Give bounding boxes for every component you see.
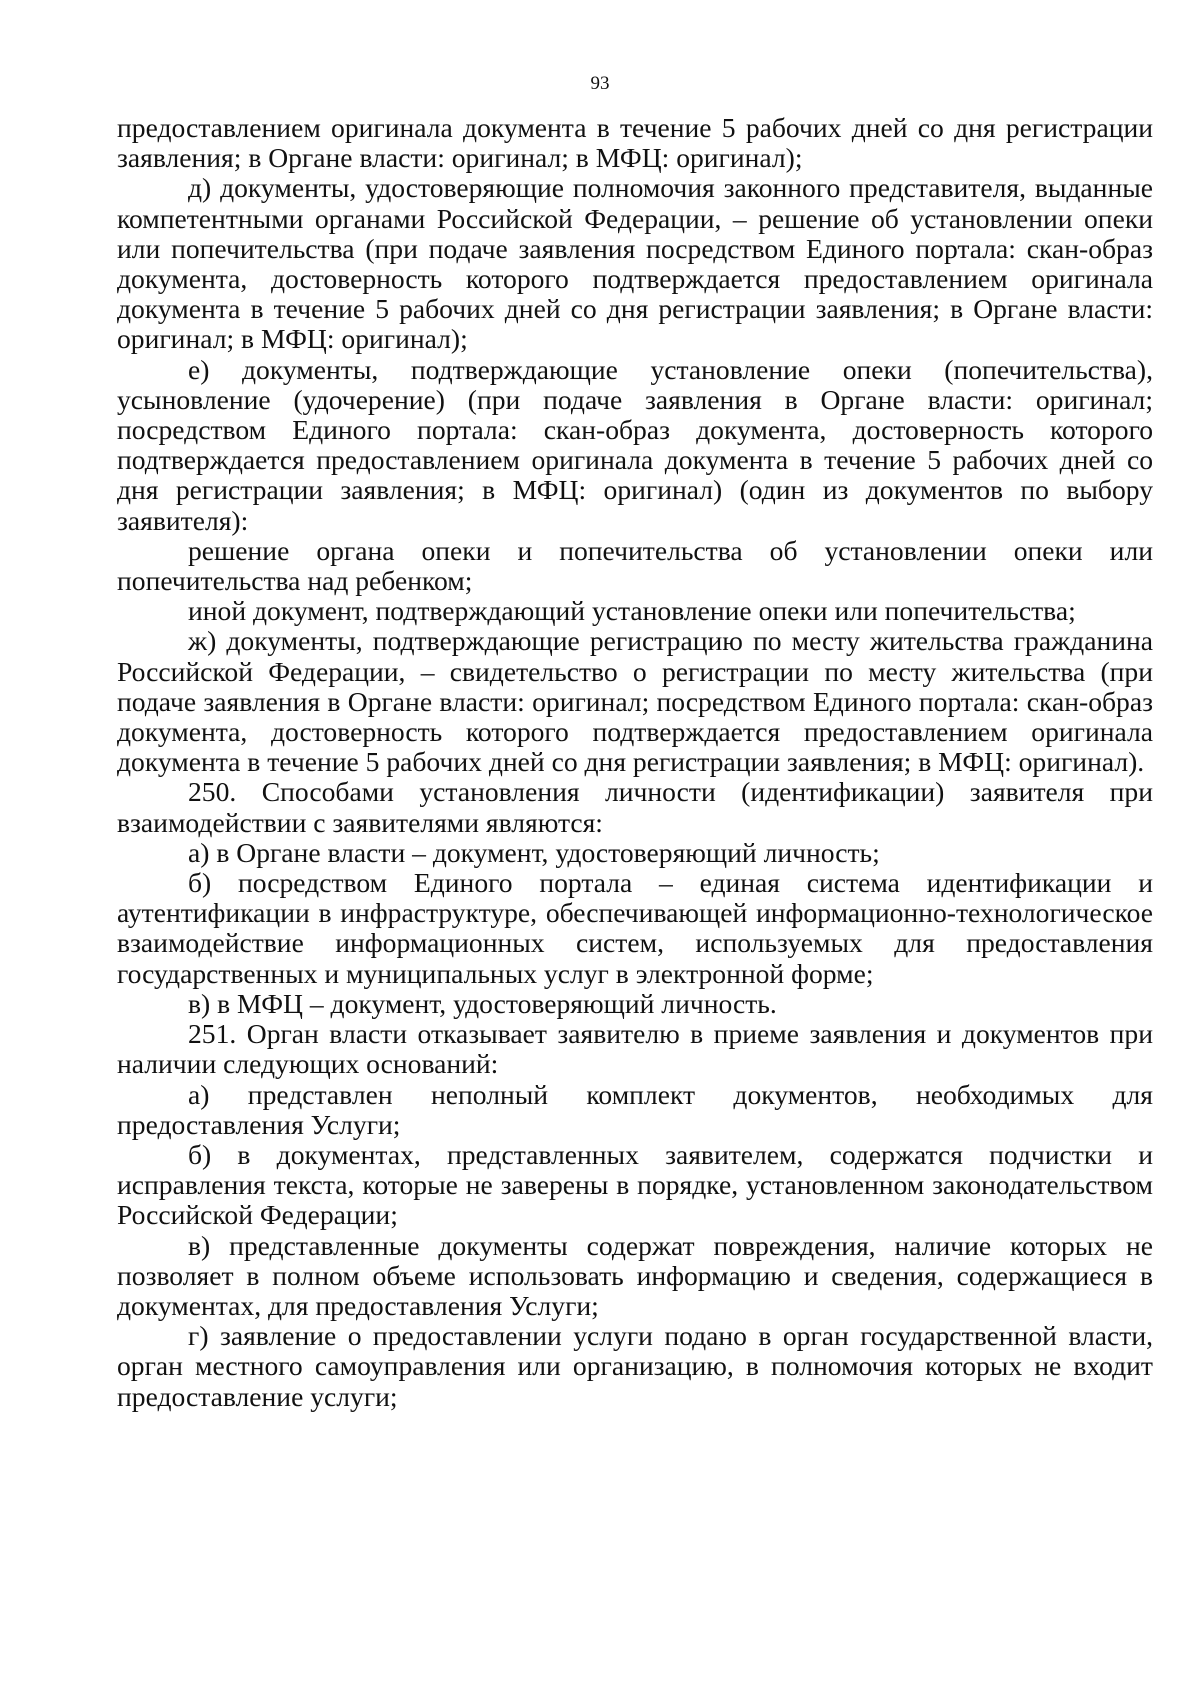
document-body — [117, 113, 1153, 1412]
paragraph: в) представленные документы содержат повреждения, наличие которых не позволяет в полном объеме использовать информацию и сведения, содержащиеся в документах, для предоставления Услуги; — [117, 1229, 1153, 1321]
paragraph: б) в документах, представленных заявителем, содержатся подчистки и исправления текста, которые не заверены в порядке, установленном законодательством Российской Федерации; — [117, 1138, 1153, 1231]
paragraph: а) представлен неполный комплект документов, необходимых для предоставления Услуги; — [117, 1078, 1153, 1140]
paragraph: а) в Органе власти – документ, удостоверяющий личность; — [188, 836, 880, 868]
paragraph: д) документы, удостоверяющие полномочия законного представителя, выданные компетентными органами Российской Федерации, – решение об установлении опеки или попечительства (при подаче заявления посредством Единого портала: скан-образ документа, достоверность которого подтверждается предоставлением оригинала документа в течение 5 рабочих дней со дня регистрации заявления; в Органе власти: оригинал; в МФЦ: оригинал); — [117, 172, 1153, 355]
paragraph: иной документ, подтверждающий установление опеки или попечительства; — [188, 595, 1076, 627]
paragraph: предоставлением оригинала документа в течение 5 рабочих дней со дня регистрации заявления; в Органе власти: оригинал; в МФЦ: оригинал); — [117, 112, 1153, 174]
paragraph: ж) документы, подтверждающие регистрацию по месту жительства гражданина Российской Федерации, – свидетельство о регистрации по месту жительства (при подаче заявления в Органе власти: оригинал; посредством Единого портала: скан-образ документа, достоверность которого подтверждается предоставлением оригинала документа в течение 5 рабочих дней со дня регистрации заявления; в МФЦ: оригинал). — [117, 625, 1153, 778]
paragraph: в) в МФЦ – документ, удостоверяющий личность. — [188, 987, 777, 1019]
paragraph: решение органа опеки и попечительства об установлении опеки или попечительства над ребенком; — [117, 534, 1153, 597]
paragraph: б) посредством Единого портала – единая система идентификации и аутентификации в инфраструктуре, обеспечивающей информационно-технологическое взаимодействие информационных систем, используемых для предоставления государственных и муниципальных услуг в электронной форме; — [117, 867, 1153, 989]
paragraph: е) документы, подтверждающие установление опеки (попечительства), усыновление (удочерение) (при подаче заявления в Органе власти: оригинал; посредством Единого портала: скан-образ документа, достоверность которого подтверждается предоставлением оригинала документа в течение 5 рабочих дней со дня регистрации заявления; в МФЦ: оригинал) (один из документов по выбору заявителя): — [117, 353, 1153, 536]
paragraph: 250. Способами установления личности (идентификации) заявителя при взаимодействии с заявителями являются: — [117, 776, 1153, 838]
paragraph: 251. Орган власти отказывает заявителю в приеме заявления и документов при наличии следующих оснований: — [117, 1018, 1153, 1080]
page-number: 93 — [590, 73, 610, 94]
paragraph: г) заявление о предоставлении услуги подано в орган государственной власти, орган местного самоуправления или организацию, в полномочия которых не входит предоставление услуги; — [117, 1320, 1153, 1412]
